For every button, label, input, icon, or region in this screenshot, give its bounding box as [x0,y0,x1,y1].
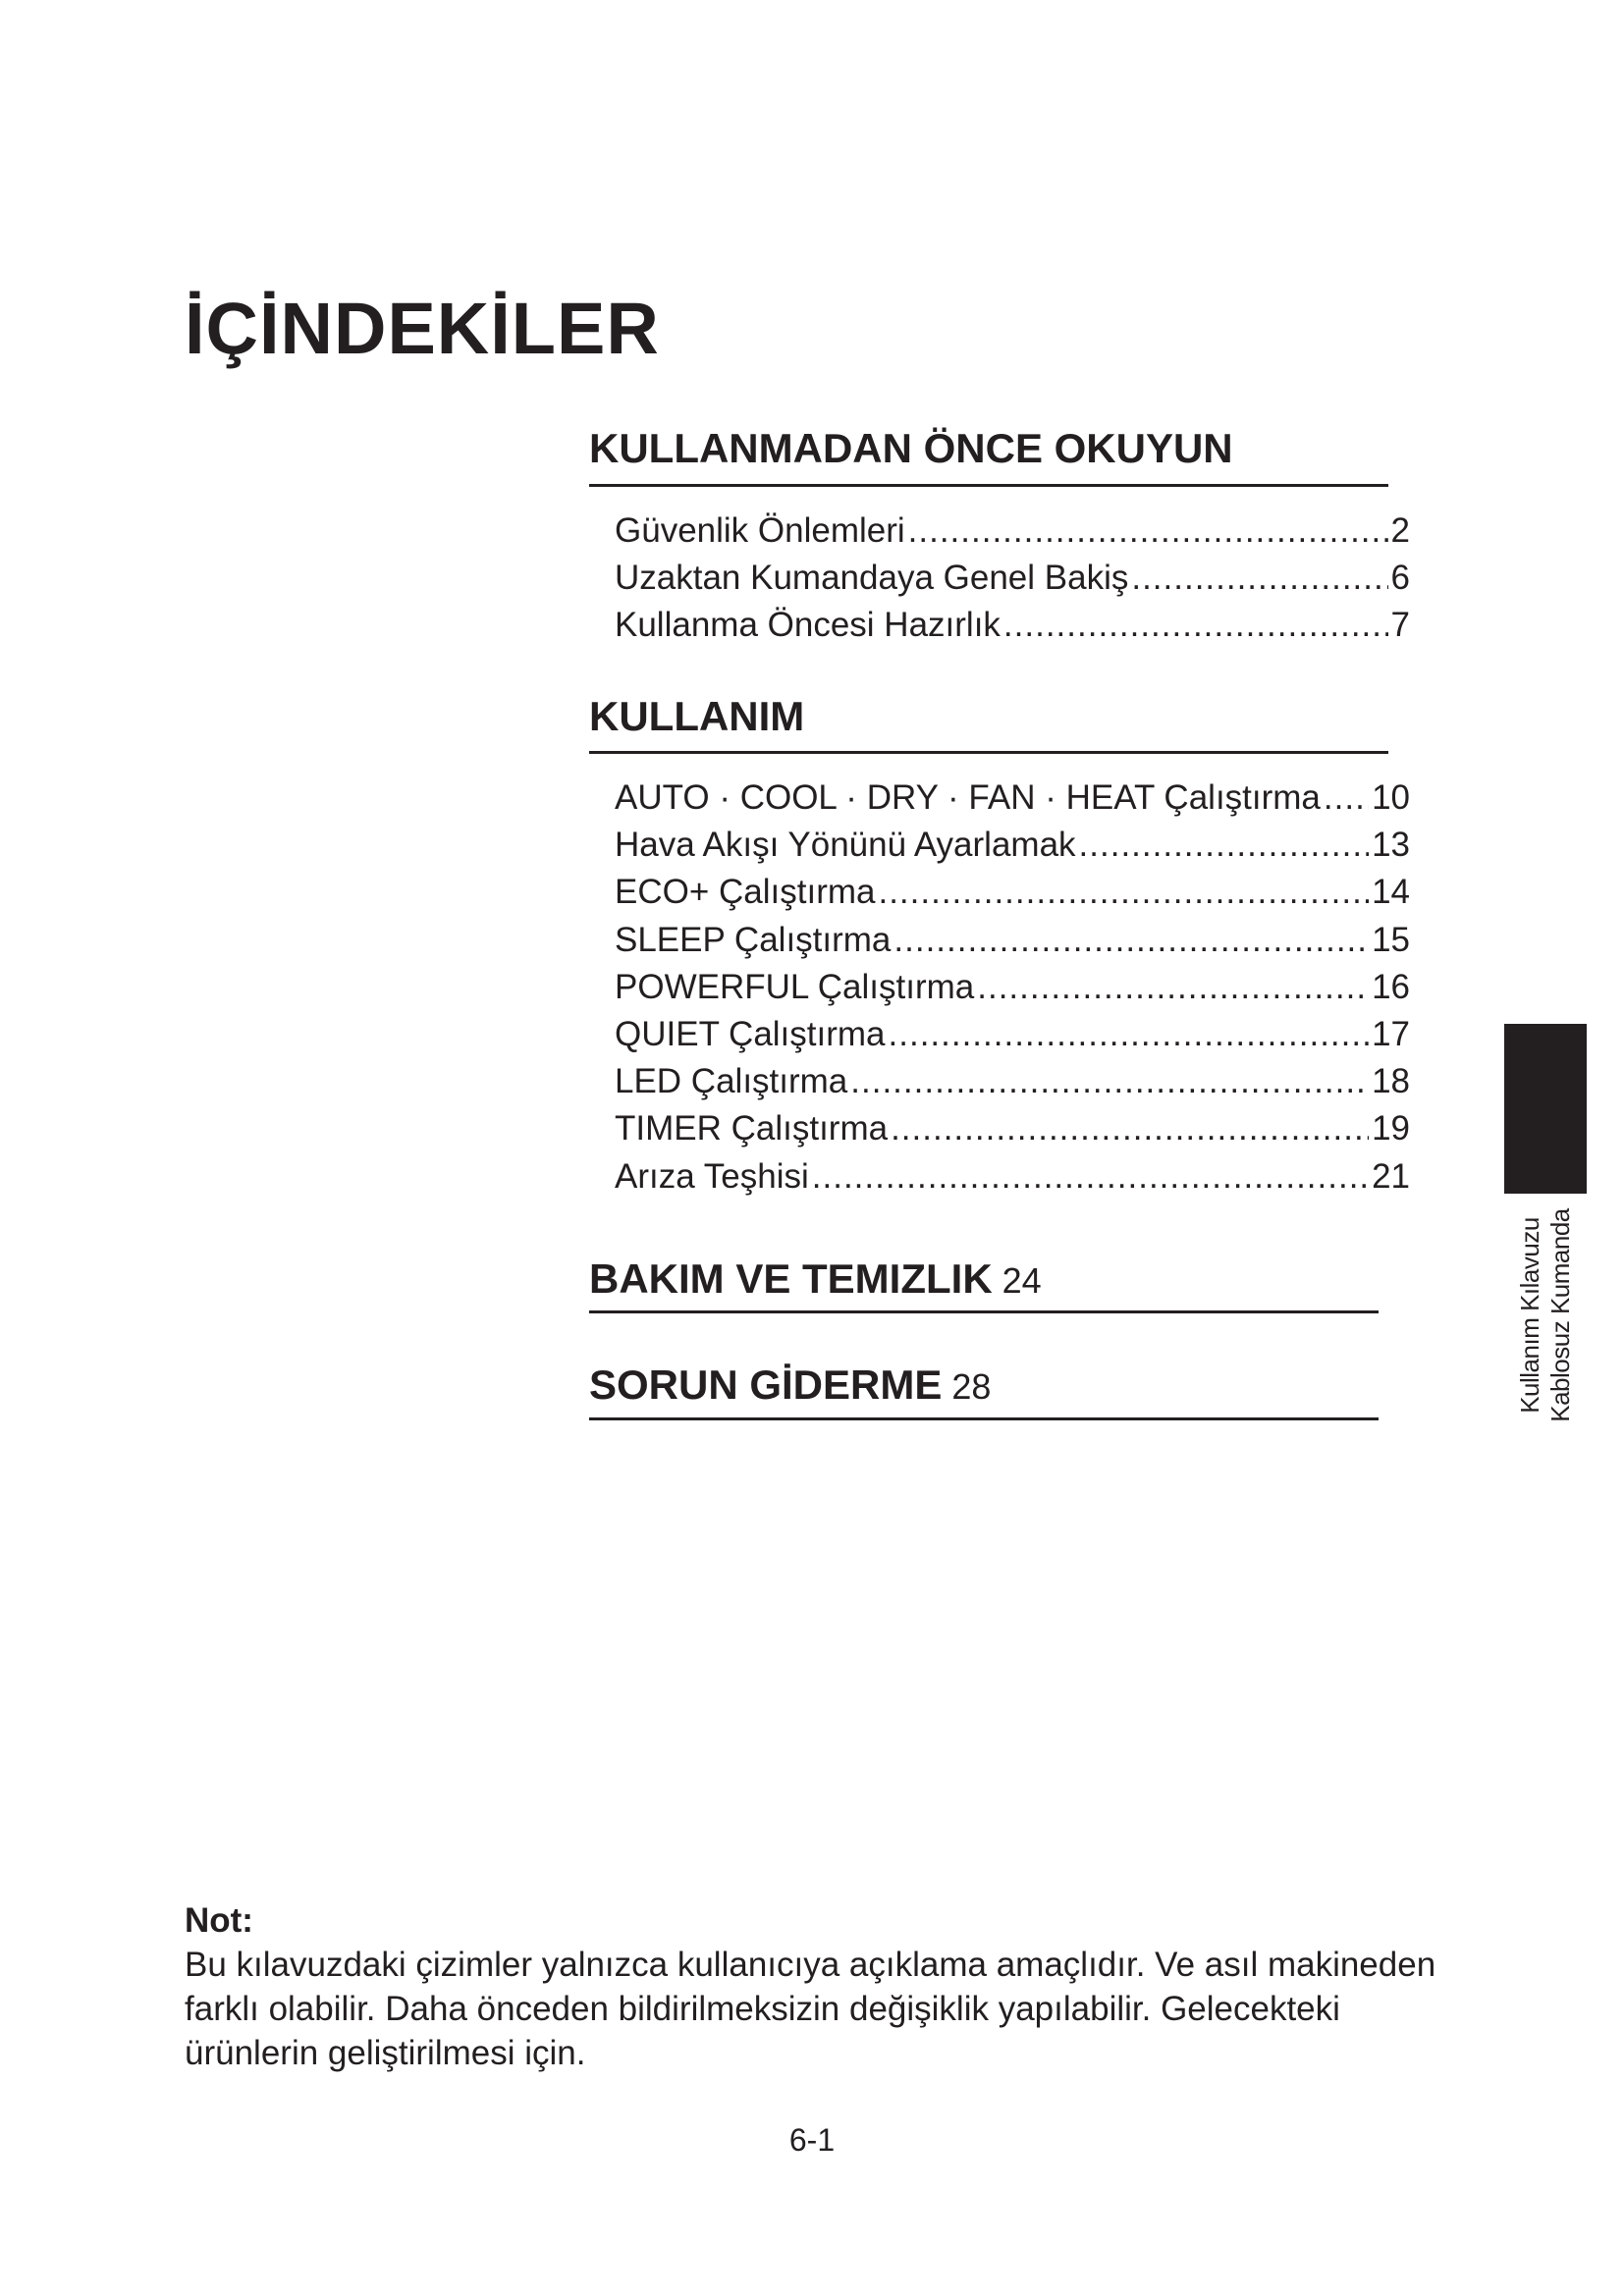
section-divider [589,1310,1379,1313]
section-heading-page: 24 [1001,1260,1042,1301]
toc-entry-label: SLEEP Çalıştırma [615,920,892,959]
chapter-tab [1504,1024,1587,1194]
toc-entry[interactable] [615,1011,1410,1058]
toc-entry-page: 19 [1372,1109,1410,1148]
toc-entry-label: QUIET Çalıştırma [615,1014,886,1053]
dot-leader [908,507,1388,555]
dot-leader [977,964,1369,1011]
dot-leader [1131,555,1387,602]
toc-entry[interactable] [615,869,1410,916]
dot-leader [1324,774,1369,822]
section-heading-label: KULLANMADAN ÖNCE OKUYUN [589,425,1233,471]
section-entries [615,774,1410,1201]
toc-entry-label: ECO+ Çalıştırma [615,873,876,912]
page-title: İÇİNDEKİLER [185,288,660,369]
toc-entry-label: POWERFUL Çalıştırma [615,967,975,1006]
side-label-line-1: Kullanım Kılavuzu [1515,1216,1544,1414]
dot-leader [850,1058,1369,1105]
note-text: Bu kılavuzdaki çizimler yalnızca kullanıcıya açıklama amaçlıdır. Ve asıl makineden farklı olabilir. Daha önceden bildirilmeksizin değişiklik yapılabilir. Gelecekteki ürünlerin geliştirilmesi için. [185,1946,1436,2072]
toc-entry-page: 17 [1372,1014,1410,1053]
toc-entry[interactable] [615,917,1410,964]
chapter-side-label-text [1515,1208,1576,1421]
toc-entry-page: 10 [1372,778,1410,817]
dot-leader [1003,602,1388,649]
toc-entry-page: 2 [1390,511,1410,550]
side-label-line-2: Kablosuz Kumanda [1545,1207,1575,1422]
dot-leader [893,917,1369,964]
note-title: Not: [185,1901,253,1940]
toc-entry[interactable] [615,555,1410,602]
toc-entry-page: 16 [1372,967,1410,1006]
toc-entry[interactable] [615,774,1410,822]
section-heading-maintenance[interactable] [589,1255,1042,1306]
section-heading-page: 28 [951,1366,992,1407]
toc-entry-label: Güvenlik Önlemleri [615,511,905,550]
toc-entry-page: 15 [1372,920,1410,959]
section-entries [615,507,1410,650]
toc-entry-label: LED Çalıştırma [615,1062,848,1101]
dot-leader [889,1011,1370,1058]
toc-entry-label: Uzaktan Kumandaya Genel Bakiş [615,559,1129,598]
toc-entry-label: Kullanma Öncesi Hazırlık [615,606,1001,645]
toc-entry[interactable] [615,1058,1410,1105]
section-heading-label: KULLANIM [589,693,805,739]
section-heading-troubleshooting[interactable] [589,1361,991,1412]
note-block [185,1898,1441,2075]
section-heading-before-use [589,424,1233,473]
toc-entry-page: 6 [1390,559,1410,598]
toc-entry-label: Arıza Teşhisi [615,1156,809,1196]
section-divider [589,751,1388,754]
toc-entry-page: 18 [1372,1062,1410,1101]
section-divider [589,1417,1379,1420]
toc-entry-label: TIMER Çalıştırma [615,1109,889,1148]
toc-entry[interactable] [615,1105,1410,1152]
section-divider [589,484,1388,487]
toc-entry[interactable] [615,1153,1410,1201]
dot-leader [1079,822,1370,869]
toc-entry-label: AUTO · COOL · DRY · FAN · HEAT Çalıştırma [615,778,1321,817]
dot-leader [891,1105,1369,1152]
toc-entry-page: 14 [1372,873,1410,912]
section-heading-label: BAKIM VE TEMIZLIK [589,1255,993,1302]
chapter-side-label [1496,1209,1595,1420]
toc-entry[interactable] [615,822,1410,869]
toc-entry-label: Hava Akışı Yönünü Ayarlamak [615,826,1076,865]
toc-entry-page: 13 [1372,826,1410,865]
toc-entry[interactable] [615,602,1410,649]
toc-entry[interactable] [615,507,1410,555]
dot-leader [812,1153,1369,1201]
toc-entry[interactable] [615,964,1410,1011]
section-heading-usage [589,692,804,741]
dot-leader [878,869,1369,916]
toc-entry-page: 7 [1390,606,1410,645]
section-heading-label: SORUN GİDERME [589,1362,943,1408]
page-number: 6-1 [788,2122,836,2158]
toc-entry-page: 21 [1372,1156,1410,1196]
